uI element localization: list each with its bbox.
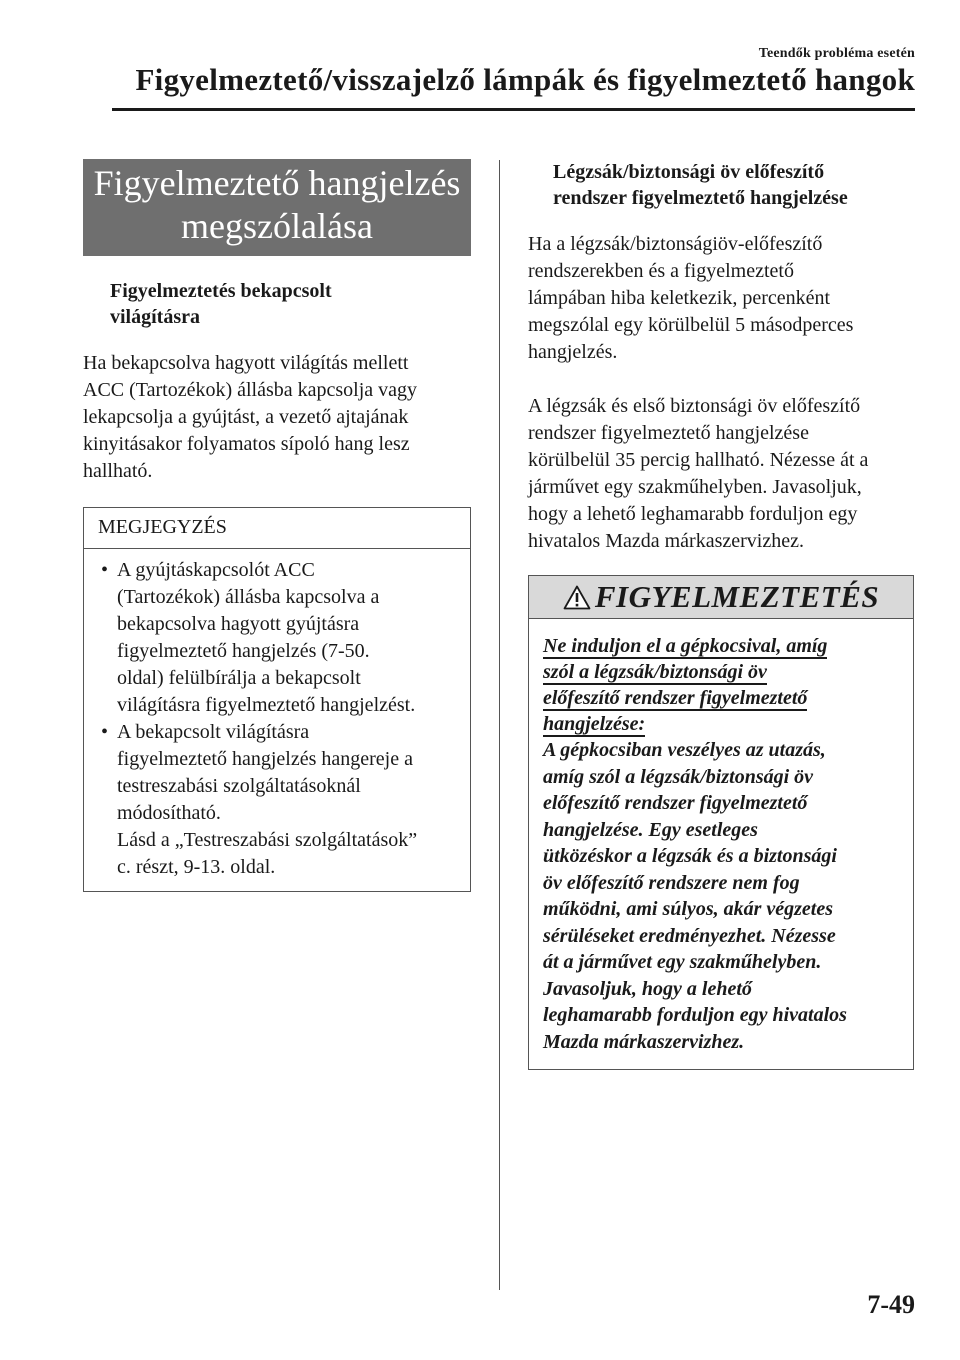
- warning-lead: [543, 633, 901, 737]
- warning-triangle-icon: [563, 585, 591, 610]
- text-line: Javasoljuk, hogy a lehető: [543, 977, 752, 1000]
- text-line: A légzsák és első biztonsági öv előfeszítő: [528, 395, 861, 417]
- text-line: hangjelzés.: [528, 341, 618, 363]
- header-rule: [112, 108, 915, 111]
- text-line: körülbelül 35 percig hallható. Nézesse át a: [528, 449, 869, 471]
- warning-header: [529, 576, 913, 619]
- text-line: hangjelzése. Egy esetleges: [543, 818, 758, 841]
- text-line: Lásd a „Testreszabási szolgáltatások”: [117, 829, 418, 851]
- text-line: Mazda márkaszervizhez.: [543, 1030, 745, 1053]
- text-line: [543, 659, 901, 685]
- airbag-paragraph-1: [528, 231, 914, 366]
- text-line: A gépkocsiban veszélyes az utazás,: [543, 739, 826, 761]
- subheading-line: világításra: [110, 306, 200, 328]
- warning-title: FIGYELMEZTETÉS: [594, 579, 880, 614]
- text-line: járművet egy szakműhelyben. Javasoljuk,: [528, 476, 862, 498]
- text-line: hivatalos Mazda márkaszervizhez.: [528, 530, 804, 552]
- text-line: Ha a légzsák/biztonságiöv-előfeszítő: [528, 233, 823, 255]
- text-line: rendszer figyelmeztető hangjelzése: [528, 422, 809, 444]
- text-line: oldal) felülbírálja a bekapcsolt: [117, 667, 361, 689]
- text-line: ütközéskor a légzsák és a biztonsági: [543, 845, 837, 867]
- text-line: kinyitásakor folyamatos sípoló hang lesz: [83, 433, 410, 455]
- underlined-text: hangjelzése:: [543, 713, 646, 735]
- lights-paragraph: [83, 350, 471, 485]
- text-line: c. részt, 9-13. oldal.: [117, 856, 276, 878]
- subheading-line: Légzsák/biztonsági öv előfeszítő: [553, 161, 825, 183]
- banner-line: megszólalása: [181, 206, 373, 246]
- text-line: módosítható.: [117, 802, 221, 824]
- bullet-icon: •: [101, 721, 109, 743]
- text-line: [543, 711, 901, 737]
- text-line: működni, ami súlyos, akár végzetes: [543, 898, 834, 920]
- text-line: Ha bekapcsolva hagyott világítás mellett: [83, 352, 409, 374]
- text-line: lámpában hiba keletkezik, percenként: [528, 287, 831, 309]
- text-line: testreszabási szolgáltatásoknál: [117, 775, 361, 797]
- note-box: [83, 507, 471, 892]
- text-line: figyelmeztető hangjelzés hangereje a: [117, 748, 413, 770]
- text-line: ACC (Tartozékok) állásba kapcsolja vagy: [83, 379, 418, 401]
- section-banner: [83, 159, 471, 256]
- airbag-paragraph-2: [528, 393, 914, 555]
- subheading-airbag-warning: [528, 159, 914, 211]
- text-line: [543, 633, 901, 659]
- note-list: [84, 549, 470, 891]
- text-line: leghamarabb forduljon egy hivatalos: [543, 1004, 847, 1026]
- text-line: [543, 685, 901, 711]
- text-line: rendszerekben és a figyelmeztető: [528, 260, 794, 282]
- left-column: [83, 159, 471, 892]
- underlined-text: szól a légzsák/biztonsági öv: [543, 661, 767, 683]
- warning-body: [529, 619, 913, 1069]
- text-line: bekapcsolva hagyott gyújtásra: [117, 613, 360, 635]
- bullet-icon: •: [101, 559, 109, 581]
- right-column: [528, 159, 914, 1070]
- underlined-text: előfeszítő rendszer figyelmeztető: [543, 687, 808, 709]
- column-divider: [499, 160, 500, 1290]
- subheading-line: Figyelmeztetés bekapcsolt: [110, 280, 332, 302]
- text-line: (Tartozékok) állásba kapcsolva a: [117, 586, 380, 608]
- subheading-line: rendszer figyelmeztető hangjelzése: [553, 187, 848, 209]
- text-line: A gyújtáskapcsolót ACC: [117, 559, 315, 581]
- chapter-label: Teendők probléma esetén: [758, 46, 915, 61]
- banner-line: Figyelmeztető hangjelzés: [93, 163, 461, 203]
- text-line: hogy a lehető leghamarabb forduljon egy: [528, 503, 858, 525]
- text-line: amíg szól a légzsák/biztonsági öv: [543, 765, 814, 788]
- text-line: át a járművet egy szakműhelyben.: [543, 951, 822, 973]
- text-line: lekapcsolja a gyújtást, a vezető ajtajának: [83, 406, 409, 428]
- text-line: A bekapcsolt világításra: [117, 721, 310, 743]
- text-line: sérüléseket eredményezhet. Nézesse: [543, 924, 836, 947]
- warning-text: [543, 737, 901, 1055]
- subheading-lights-warning: [83, 278, 471, 330]
- note-item: [98, 719, 458, 881]
- underlined-text: Ne induljon el a gépkocsival, amíg: [543, 635, 828, 657]
- warning-box: [528, 575, 914, 1070]
- text-line: előfeszítő rendszer figyelmeztető: [543, 792, 808, 814]
- page-number: 7-49: [867, 1290, 915, 1319]
- text-line: figyelmeztető hangjelzés (7-50.: [117, 640, 370, 662]
- text-line: világításra figyelmeztető hangjelzést.: [117, 694, 416, 716]
- text-line: megszólal egy körülbelül 5 másodperces: [528, 314, 854, 336]
- page-header-title: Figyelmeztető/visszajelző lámpák és figyelmeztető hangok: [135, 62, 915, 97]
- text-line: hallható.: [83, 460, 153, 482]
- note-title: MEGJEGYZÉS: [84, 508, 470, 549]
- note-item: [98, 557, 458, 719]
- text-line: öv előfeszítő rendszere nem fog: [543, 871, 800, 894]
